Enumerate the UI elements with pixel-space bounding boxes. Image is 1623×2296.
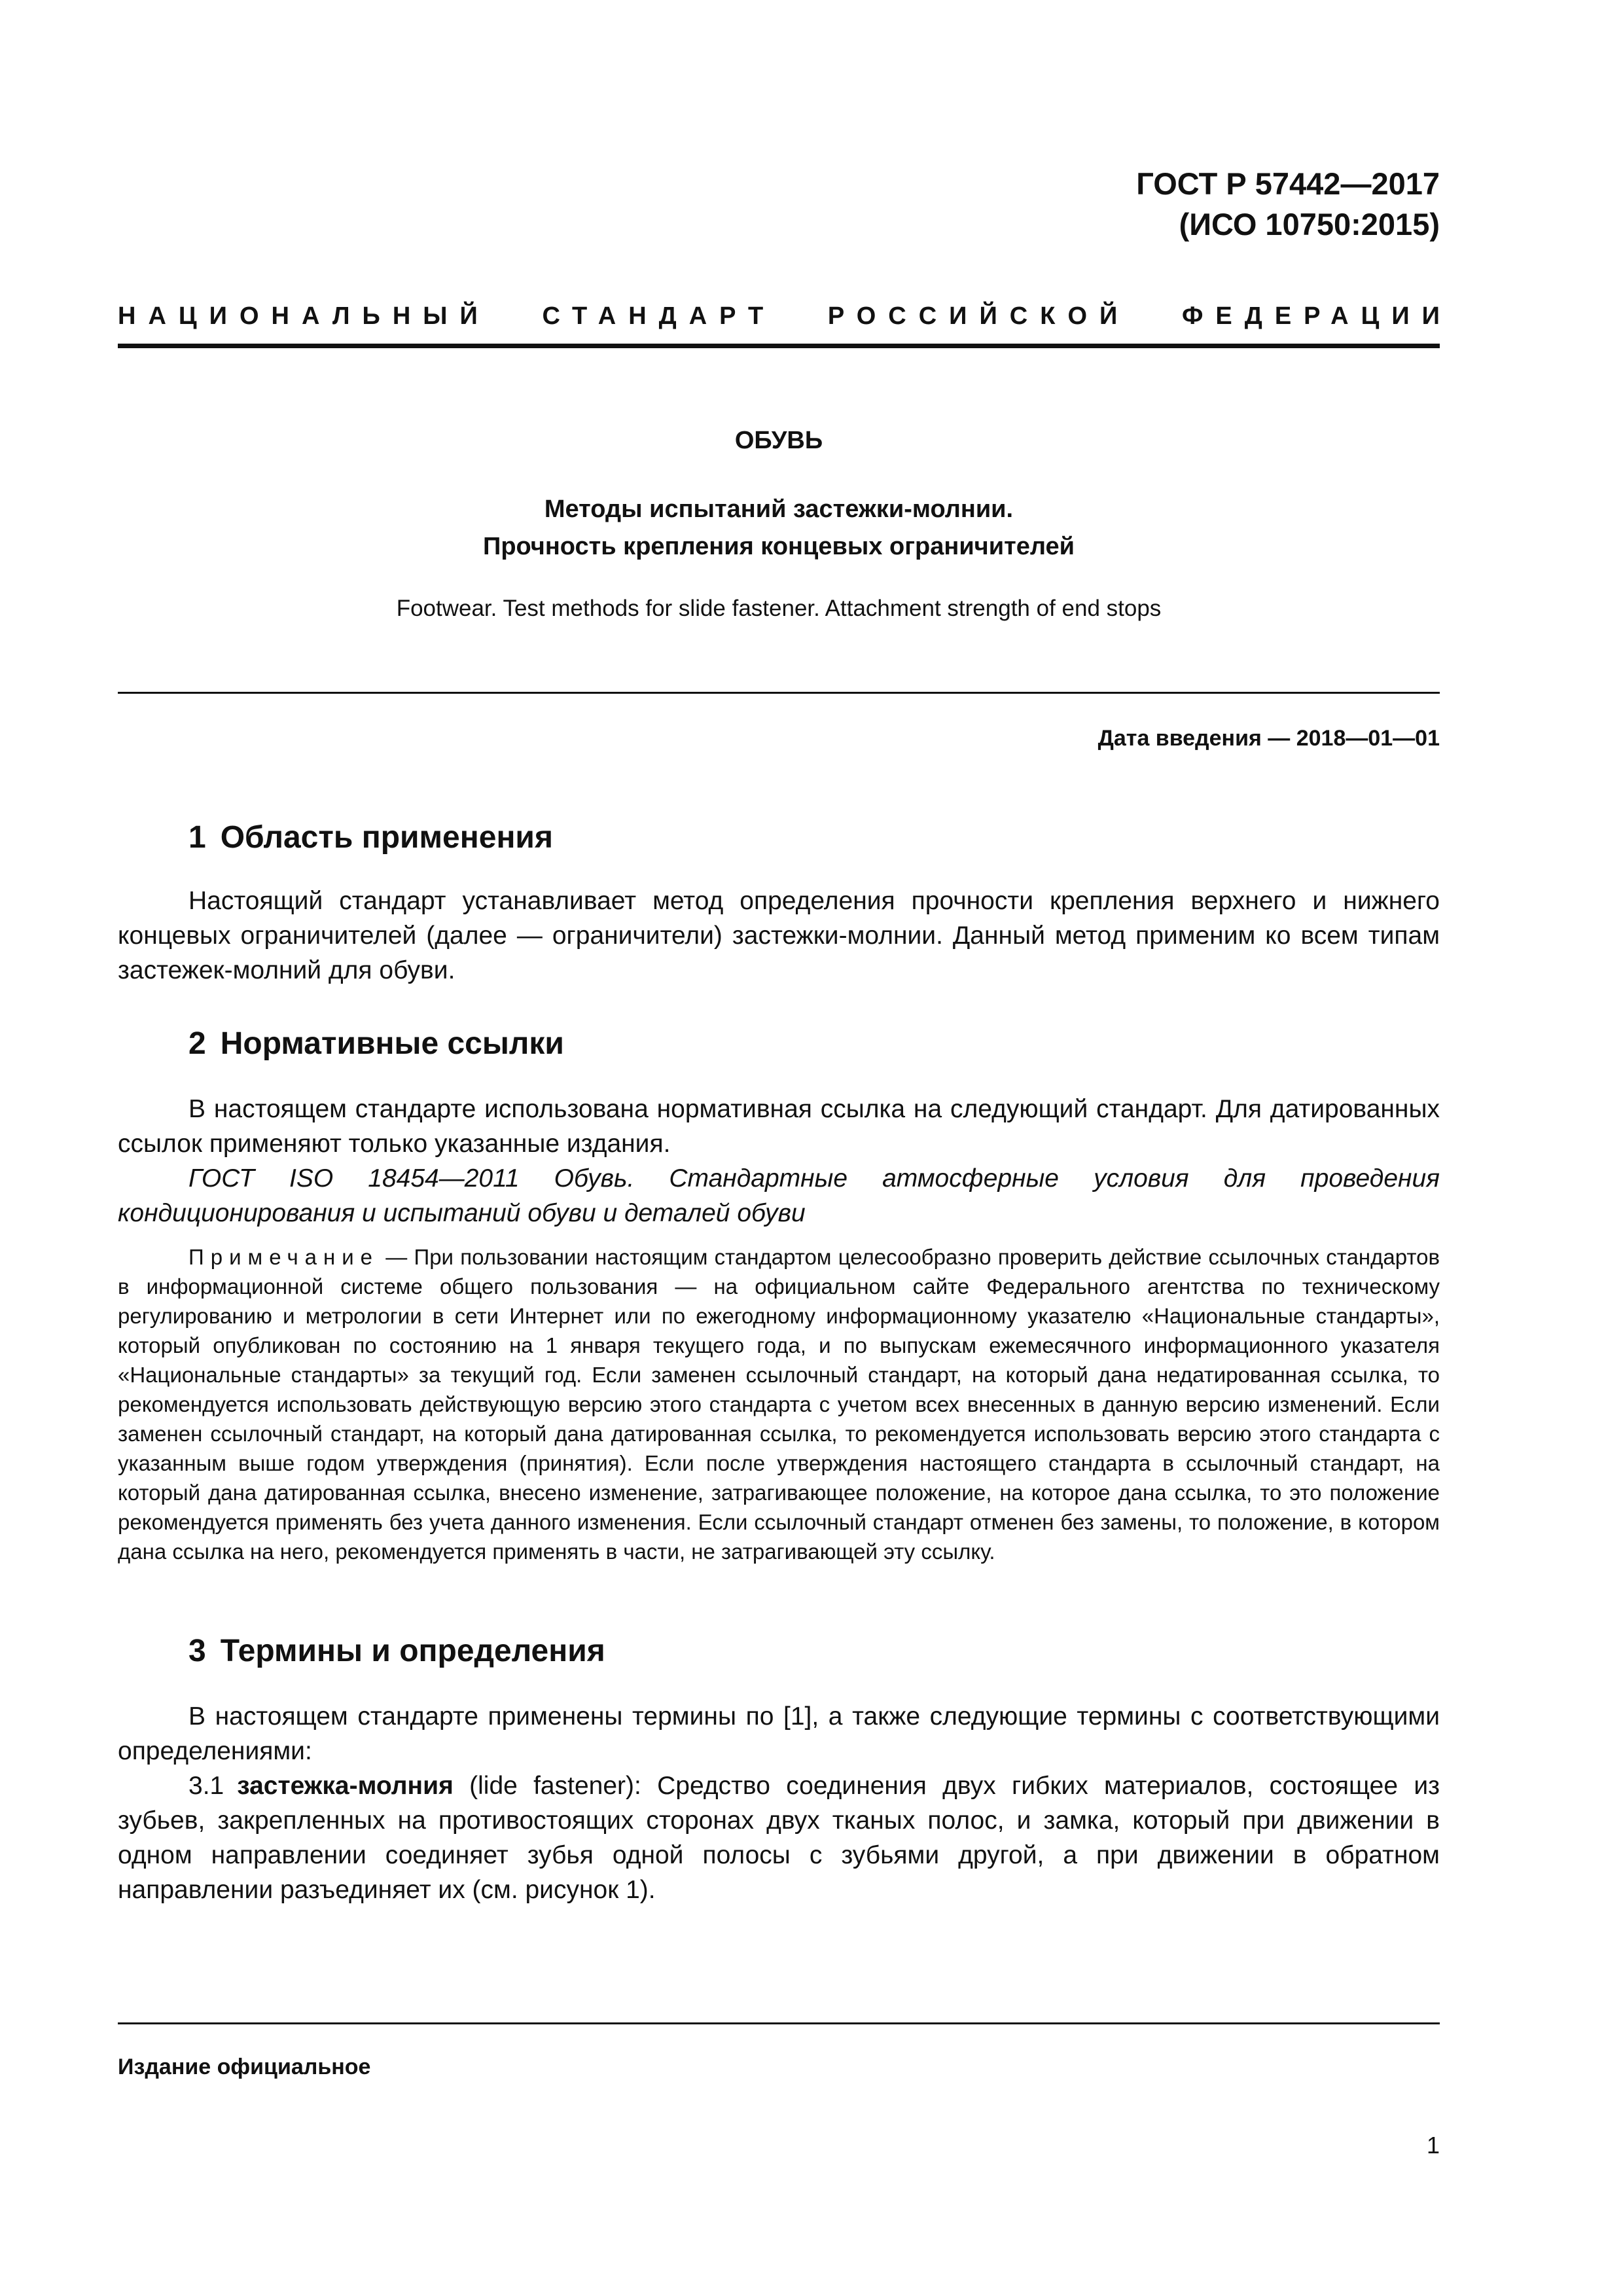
introduction-date: Дата введения — 2018—01—01 [1097, 726, 1440, 751]
scope-paragraph: Настоящий стандарт устанавливает метод определения прочности крепления верхнего и нижнего концевых ограничителей (далее — ограничители) застежки-молнии. Данный метод применим ко всем типам застежек-молний для обуви. [118, 887, 1440, 984]
national-title-word: НАЦИОНАЛЬНЫЙ [118, 302, 490, 330]
section-heading-1 [188, 818, 553, 857]
note-block [118, 1242, 1440, 1566]
section-title: Термины и определения [220, 1634, 605, 1668]
note-label: Примечание [188, 1245, 380, 1269]
title-divider [118, 692, 1440, 694]
document-title: ОБУВЬ [734, 427, 823, 454]
term-text: : Средство соединения двух гибких материалов, состоящее из зубьев, закрепленных на противостоящих сторонах двух тканых полос, и замка, который при движении в одном направлении соединяет зубья одной полосы с зубьями другой, а при движении в обратном направлении разъединяет их (см. рисунок 1). [118, 1772, 1440, 1904]
footer-divider [118, 2022, 1440, 2024]
standard-number: ГОСТ Р 57442—2017 [1136, 166, 1440, 201]
section-number: 2 [188, 1026, 206, 1061]
subtitle-line: Прочность крепления концевых ограничителей [483, 533, 1075, 560]
section-title: Нормативные ссылки [220, 1026, 564, 1061]
national-title-word: ФЕДЕРАЦИИ [1181, 302, 1452, 330]
header-divider [118, 344, 1440, 348]
iso-number: (ИСО 10750:2015) [1179, 207, 1440, 242]
term-number: 3.1 [188, 1772, 224, 1800]
section-number: 1 [188, 820, 206, 855]
term-name: застежка-молния [237, 1772, 454, 1800]
document-subtitle [118, 491, 1440, 565]
section-heading-2 [188, 1024, 564, 1064]
section-title: Область применения [220, 820, 553, 855]
section-number: 3 [188, 1634, 206, 1668]
standard-identifier [1136, 164, 1440, 245]
page-number: 1 [1426, 2132, 1440, 2159]
terms-paragraph: В настоящем стандарте применены термины по [1], а также следующие термины с соответствующими определениями: [118, 1702, 1440, 1765]
term-definition [118, 1768, 1440, 1907]
section-heading-3 [188, 1632, 605, 1671]
term-english: (lide fastener) [453, 1772, 635, 1800]
national-standard-title [118, 300, 1452, 332]
reference-item: ГОСТ ISO 18454—2011 Обувь. Стандартные атмосферные условия для проведения кондиционирования и испытаний обуви и деталей обуви [118, 1164, 1440, 1227]
subtitle-line: Методы испытаний застежки-молнии. [544, 495, 1014, 523]
official-edition-label: Издание официальное [118, 2054, 371, 2079]
national-title-word: РОССИЙСКОЙ [827, 302, 1130, 330]
note-text: — При пользовании настоящим стандартом целесообразно проверить действие ссылочных стандартов в информационной системе общего пользования — на официальном сайте Федерального агентства по техническому регулированию и метрологии в сети Интернет или по ежегодному информационному указателю «Национальные стандарты», который опубликован по состоянию на 1 января текущего года, и по выпускам ежемесячного информационного указателя «Национальные стандарты» за текущий год. Если заменен ссылочный стандарт, на который дана недатированная ссылка, то рекомендуется использовать действующую версию этого стандарта с учетом всех внесенных в данную версию изменений. Если заменен ссылочный стандарт, на который дана датированная ссылка, то рекомендуется использовать версию этого стандарта с указанным выше годом утверждения (принятия). Если после утверждения настоящего стандарта в ссылочный стандарт, на который дана датированная ссылка, внесено изменение, затрагивающее положение, на которое дана ссылка, то это положение рекомендуется применять без учета данного изменения. Если ссылочный стандарт отменен без замены, то положение, в котором дана ссылка на него, рекомендуется применять в части, не затрагивающей эту ссылку. [118, 1245, 1440, 1564]
english-title: Footwear. Test methods for slide fastener. Attachment strength of end stops [396, 596, 1162, 621]
references-paragraph: В настоящем стандарте использована нормативная ссылка на следующий стандарт. Для датированных ссылок применяют только указанные издания. [118, 1095, 1440, 1158]
national-title-word: СТАНДАРТ [542, 302, 776, 330]
